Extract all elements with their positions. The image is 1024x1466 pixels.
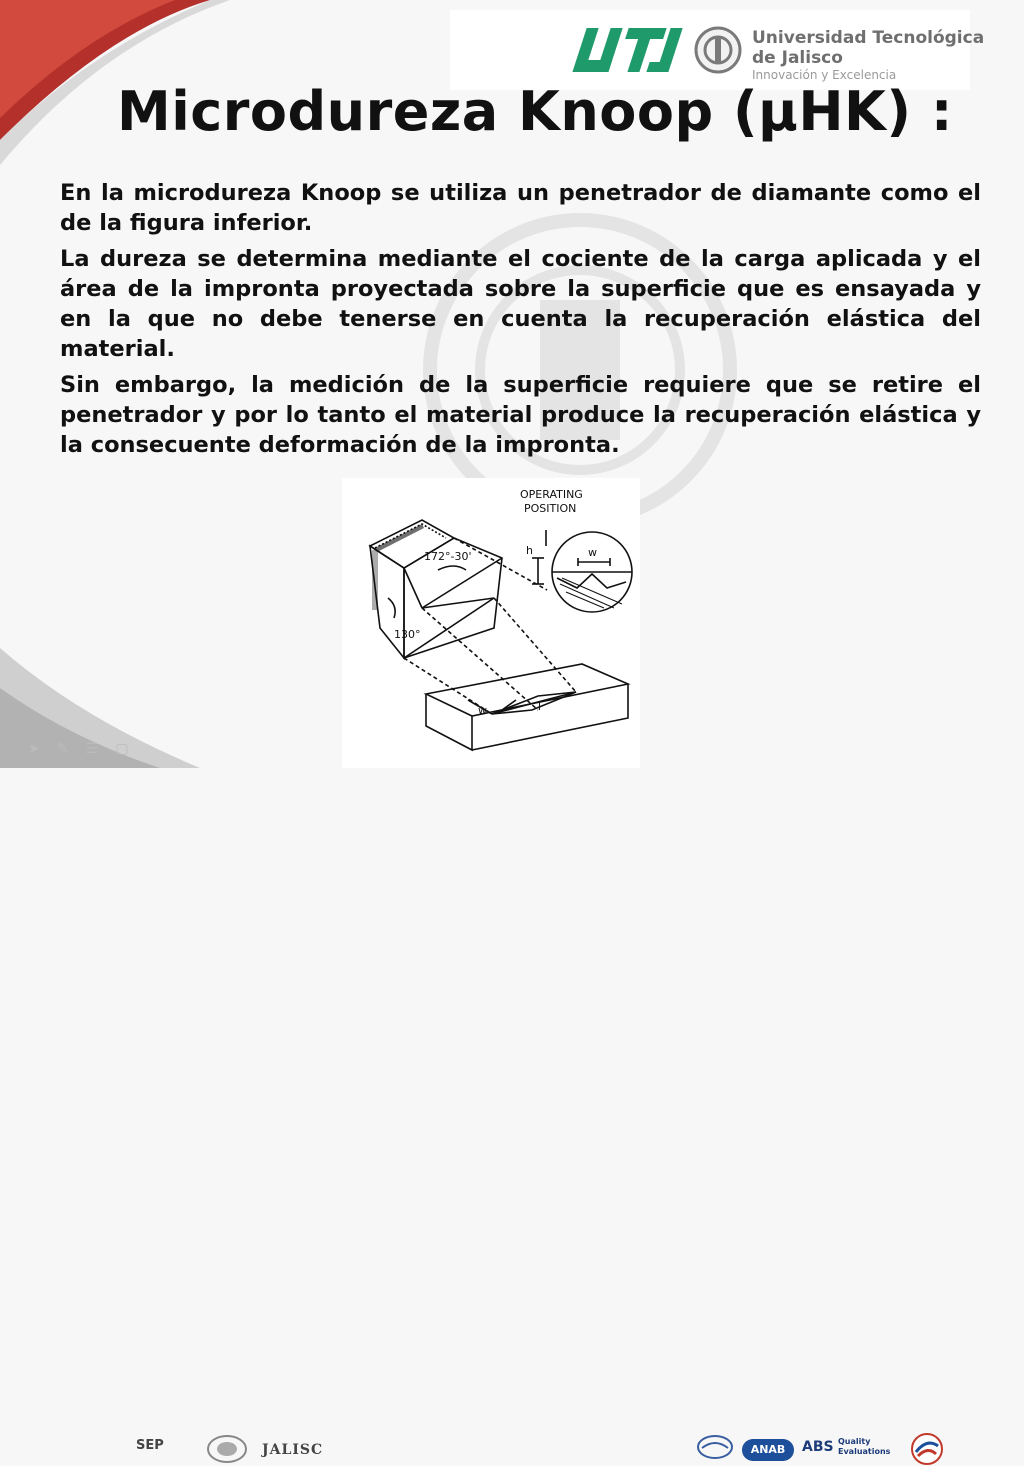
anab-logo: ANAB — [742, 1439, 794, 1461]
paragraph-3: Sin embargo, la medición de la superficie requiere que se retire el penetrador y por lo tanto el material produce la recuperación elástica y la consecuente deformación de la impronta. — [60, 372, 981, 458]
h-label: h — [526, 544, 533, 557]
university-name-line1: Universidad Tecnológica — [752, 28, 985, 48]
utj-logo-icon — [566, 24, 694, 78]
university-seal-icon — [694, 26, 742, 74]
abs-sub2: Evaluations — [838, 1447, 891, 1456]
mexico-seal-icon — [205, 1434, 249, 1464]
certification-seal-icon — [904, 1432, 950, 1466]
slide-body — [60, 178, 981, 466]
w-base-label: w — [478, 704, 487, 717]
abs-sub1: Quality — [838, 1437, 871, 1446]
footer-logos — [0, 718, 1024, 1458]
angle-side-label: 130° — [394, 628, 421, 641]
sep-logo: SEP — [136, 1438, 164, 1453]
paragraph-2: La dureza se determina mediante el cociente de la carga aplicada y el área de la impronta proyectada sobre la superficie que es ensayada y en la que no debe tenerse en cuenta la recuperación elástica del material. — [60, 246, 981, 362]
arrow-icon[interactable]: ➤ — [28, 741, 40, 757]
paragraph-1: En la microdureza Knoop se utiliza un penetrador de diamante como el de la figura inferior. — [60, 180, 981, 236]
university-name-line2: de Jalisco — [752, 48, 843, 68]
operating-label-line1: OPERATING — [520, 488, 583, 501]
l-label: l — [538, 700, 542, 713]
options-icon[interactable]: ▢ — [115, 741, 129, 757]
jalisco-logo: JALISC — [262, 1442, 324, 1458]
university-tagline: Innovación y Excelencia — [752, 68, 897, 82]
iso-certification-icon — [694, 1434, 736, 1464]
pen-icon[interactable]: ✎ — [56, 741, 69, 757]
university-name — [752, 28, 984, 68]
abs-logo: ABS — [802, 1439, 834, 1455]
operating-label-line2: POSITION — [524, 502, 577, 515]
w-detail-label: w — [588, 546, 597, 559]
menu-icon[interactable]: ☰ — [85, 741, 99, 757]
slide-title: Microdureza Knoop (µHK) : — [117, 80, 953, 143]
angle-top-label: 172°-30' — [424, 550, 472, 563]
